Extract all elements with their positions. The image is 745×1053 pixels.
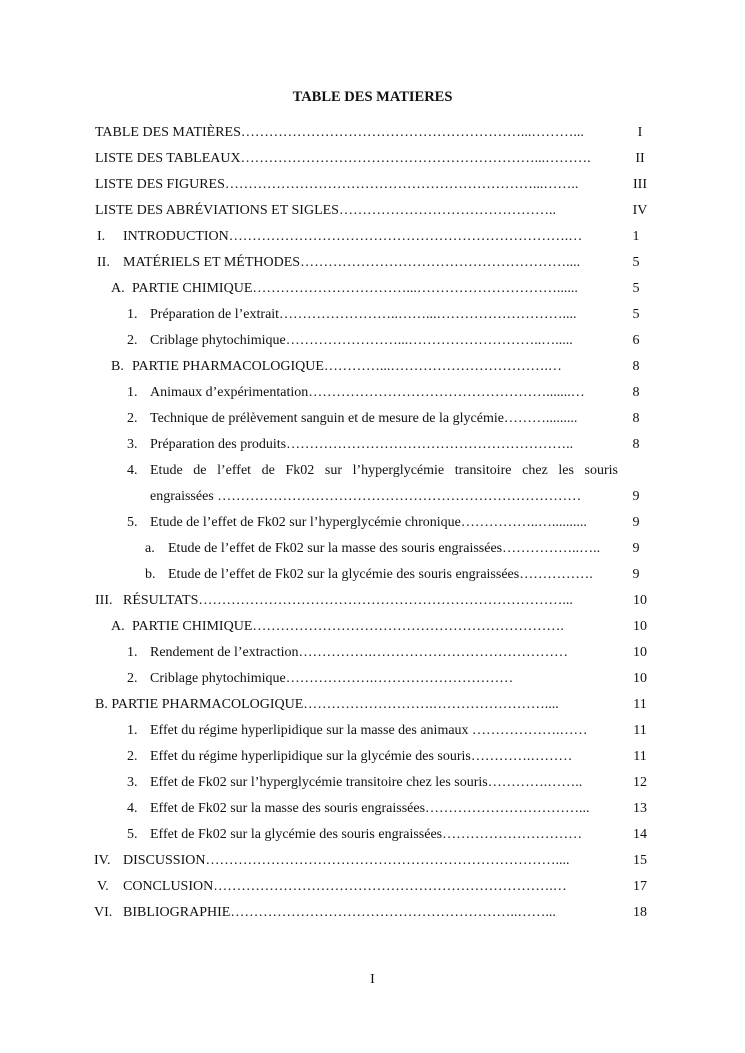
toc-entry-page-number: 10: [633, 593, 647, 608]
toc-entry: [0, 146, 745, 172]
toc-entry-title: Etude de l’effet de Fk02 sur la masse des souris engraissées……………..…..: [168, 541, 601, 556]
toc-entry-page-number: 5: [632, 281, 640, 296]
toc-entry: [0, 224, 745, 250]
toc-entry-page-number: 5: [632, 307, 640, 322]
toc-entry-title: CONCLUSION……………………………………………………………….…: [123, 879, 567, 894]
toc-entry-page-number: 5: [632, 255, 640, 270]
toc-entry: [0, 198, 745, 224]
toc-entry: [0, 432, 745, 458]
toc-entry-title: engraissées ……………………………………………………………………: [150, 489, 582, 504]
toc-entry: [0, 796, 745, 822]
toc-entry-page-number: 13: [633, 801, 647, 816]
toc-entry-page-number: 15: [633, 853, 647, 868]
toc-entry-number: 2.: [127, 749, 138, 764]
toc-entry-page-number: 9: [632, 489, 640, 504]
toc-entry-title: LISTE DES TABLEAUX………………………………………………………...……….: [95, 151, 591, 166]
toc-entry-page-number: 11: [633, 697, 647, 712]
toc-entry-page-number: 10: [633, 619, 647, 634]
toc-entry-page-number: 8: [632, 385, 640, 400]
page-title: TABLE DES MATIERES: [292, 89, 453, 105]
toc-entry-title: LISTE DES FIGURES…………………………………………………………...……..: [95, 177, 579, 192]
toc-entry-number: 4.: [127, 801, 138, 816]
toc-entry-title: Criblage phytochimique……………………...………………………..….....: [150, 333, 573, 348]
toc-entry-title: Technique de prélèvement sanguin et de mesure de la glycémie……….........: [150, 411, 578, 426]
toc-entry-title: Effet de Fk02 sur la masse des souris engraissées……………………………...: [150, 801, 590, 816]
toc-entry: [0, 406, 745, 432]
toc-entry: [0, 250, 745, 276]
toc-entry-title: PARTIE PHARMACOLOGIQUE…………...…………………………….…: [132, 359, 562, 374]
toc-entry: [0, 640, 745, 666]
toc-entry-page-number: 12: [633, 775, 647, 790]
toc-entry-number: V.: [97, 879, 109, 894]
toc-entry-page-number: I: [637, 125, 643, 140]
toc-entry-title: Etude de l’effet de Fk02 sur l’hyperglycémie chronique……………..…..........: [150, 515, 587, 530]
toc-entry: [0, 588, 745, 614]
toc-entry-number: 4.: [127, 463, 138, 478]
toc-entry-number: 2.: [127, 411, 138, 426]
toc-entry-page-number: 8: [632, 411, 640, 426]
toc-entry-number: 1.: [127, 385, 138, 400]
page-number-footer: I: [370, 972, 375, 987]
toc-entry-page-number: 8: [632, 437, 640, 452]
toc-entry-number: 2.: [127, 333, 138, 348]
toc-entry-number: b.: [145, 567, 156, 582]
toc-entry-page-number: 9: [632, 541, 640, 556]
toc-entry-number: A.: [111, 619, 125, 634]
toc-entry-title: Préparation des produits……………………………………………………..: [150, 437, 574, 452]
toc-entry-title: PARTIE CHIMIQUE………………………………………………………….: [132, 619, 564, 634]
toc-entry: [0, 120, 745, 146]
toc-entry-page-number: III: [633, 177, 647, 192]
toc-entry-title: INTRODUCTION……………………………………………………………….…: [123, 229, 583, 244]
toc-entry: [0, 666, 745, 692]
toc-entry-page-number: 1: [632, 229, 640, 244]
toc-entry-number: 5.: [127, 827, 138, 842]
toc-entry-title: Effet de Fk02 sur l’hyperglycémie transitoire chez les souris………….……..: [150, 775, 583, 790]
toc-entry-page-number: 14: [633, 827, 647, 842]
toc-entry: [0, 302, 745, 328]
toc-entry: [0, 458, 745, 484]
toc-entry: [0, 822, 745, 848]
toc-entry-title: Préparation de l’extrait……………………..……...………………………....: [150, 307, 577, 322]
toc-entry-number: I.: [97, 229, 106, 244]
toc-entry: [0, 172, 745, 198]
toc-entry: [0, 900, 745, 926]
toc-entry-title: Effet de Fk02 sur la glycémie des souris engraissées…………………………: [150, 827, 583, 842]
toc-entry-page-number: 9: [632, 515, 640, 530]
toc-entry-page-number: 9: [632, 567, 640, 582]
toc-entry-page-number: 17: [633, 879, 647, 894]
toc-entry: [0, 562, 745, 588]
toc-entry-page-number: 10: [633, 671, 647, 686]
toc-entry-title: Effet du régime hyperlipidique sur la masse des animaux ……………….……: [150, 723, 588, 738]
toc-entry: [0, 536, 745, 562]
toc-entry: [0, 718, 745, 744]
toc-entry-number: 5.: [127, 515, 138, 530]
toc-entry-page-number: 10: [633, 645, 647, 660]
toc-entry-number: 1.: [127, 645, 138, 660]
toc-entry-title: RÉSULTATS……………………………………………………………………...: [123, 593, 573, 608]
toc-entry-page-number: 11: [633, 723, 647, 738]
toc-entry-number: 1.: [127, 307, 138, 322]
toc-entry-number: VI.: [94, 905, 113, 920]
toc-entry: [0, 614, 745, 640]
toc-entry: [0, 692, 745, 718]
toc-entry: [0, 510, 745, 536]
toc-entry-page-number: II: [635, 151, 645, 166]
toc-entry-page-number: 8: [632, 359, 640, 374]
toc-entry-title: Effet du régime hyperlipidique sur la glycémie des souris………….………: [150, 749, 573, 764]
toc-entry-title: Criblage phytochimique……………….…………………………: [150, 671, 514, 686]
toc-entry-title: DISCUSSION…………………………………………………………………....: [123, 853, 570, 868]
toc-entry-number: a.: [145, 541, 155, 556]
toc-entry-title: MATÉRIELS ET MÉTHODES…………………………………………………....: [123, 255, 581, 270]
toc-entry: [0, 354, 745, 380]
toc-entry: [0, 874, 745, 900]
toc-entry-number: 2.: [127, 671, 138, 686]
toc-entry-page-number: 6: [632, 333, 640, 348]
toc-entry-title: BIBLIOGRAPHIE……………………………………………………..……...: [123, 905, 556, 920]
toc-entry-number: A.: [111, 281, 125, 296]
toc-entry-number: 1.: [127, 723, 138, 738]
toc-entry: [0, 276, 745, 302]
toc-entry-number: 3.: [127, 437, 138, 452]
toc-entry: [0, 328, 745, 354]
toc-entry-title: Etude de l’effet de Fk02 sur l’hyperglycémie transitoire chez les souris: [150, 463, 618, 478]
toc-entry-page-number: 11: [633, 749, 647, 764]
toc-entry-number: IV.: [94, 853, 111, 868]
toc-entry-title: Rendement de l’extraction…………….……………………………………: [150, 645, 568, 660]
toc-entry-number: III.: [95, 593, 113, 608]
toc-entry: [0, 848, 745, 874]
toc-entry-title: B. PARTIE PHARMACOLOGIQUE……………………….……………………....: [95, 697, 559, 712]
toc-entry-number: B.: [111, 359, 124, 374]
toc-entry: [0, 380, 745, 406]
toc-entry: [0, 744, 745, 770]
toc-entry-title: TABLE DES MATIÈRES……………………………………………………...………...: [95, 125, 584, 140]
toc-entry-title: Etude de l’effet de Fk02 sur la glycémie des souris engraissées…………….: [168, 567, 593, 582]
toc-entry: [0, 770, 745, 796]
toc-entry-number: 3.: [127, 775, 138, 790]
toc-entry: [0, 484, 745, 510]
toc-entry-title: PARTIE CHIMIQUE……………………………...…………………………......: [132, 281, 578, 296]
toc-entry-number: II.: [97, 255, 110, 270]
toc-entry-page-number: 18: [633, 905, 647, 920]
toc-entry-page-number: IV: [632, 203, 648, 218]
toc-entry-title: Animaux d’expérimentation…………………………………………….......…: [150, 385, 585, 400]
toc-entry-title: LISTE DES ABRÉVIATIONS ET SIGLES………………………………………..: [95, 203, 556, 218]
